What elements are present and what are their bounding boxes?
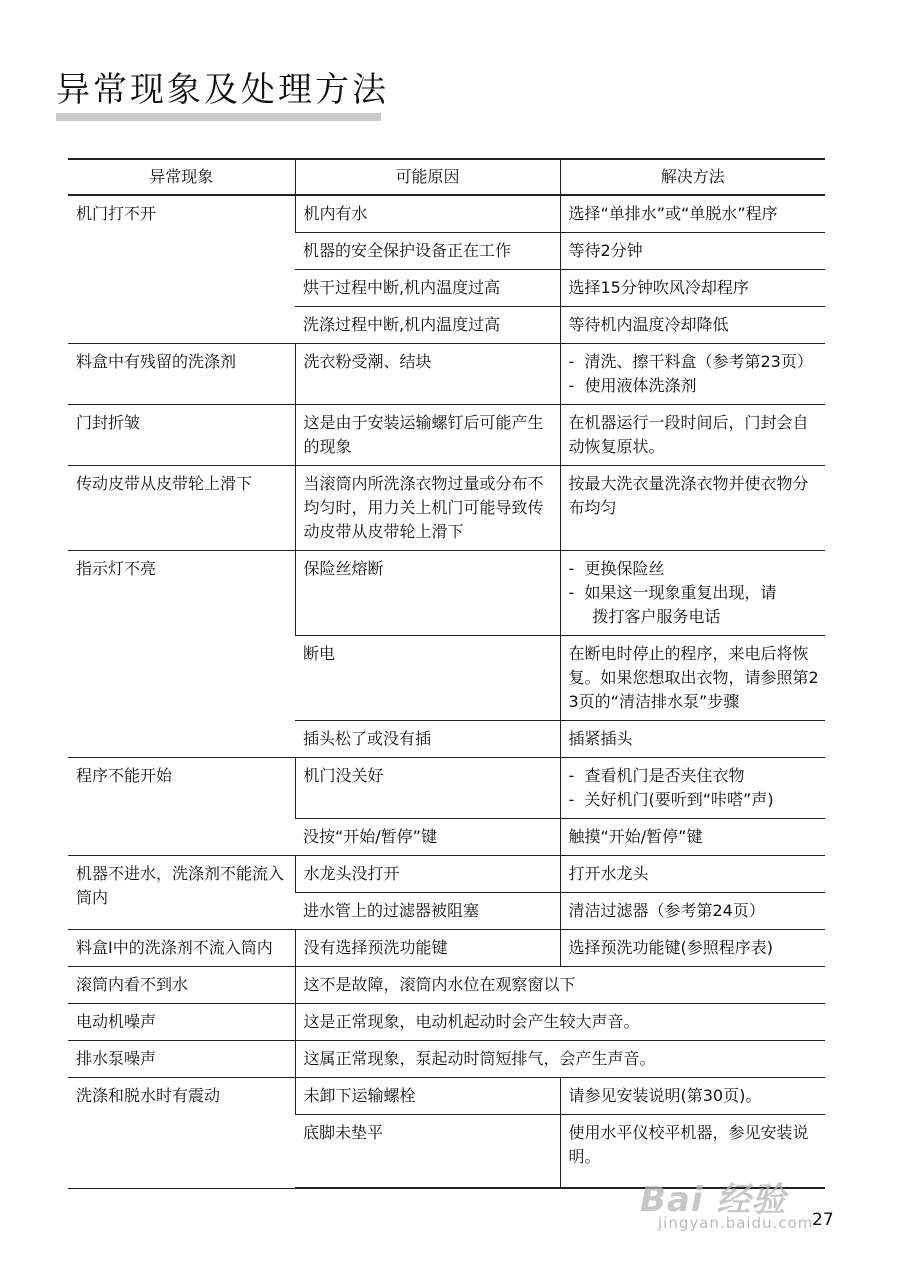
symptom-cell: 指示灯不亮 [68,551,295,758]
solution-cell: 选择预洗功能键(参照程序表) [560,930,825,967]
solution-item: 清洗、擦干料盒（参考第23页） [584,352,813,371]
cause-cell: 水龙头没打开 [295,856,560,893]
merged-cell: 这是正常现象，电动机起动时会产生较大声音。 [295,1004,825,1041]
symptom-cell: 门封折皱 [68,405,295,466]
solution-item: 更换保险丝 [584,559,665,578]
page-title: 异常现象及处理方法 [56,70,389,110]
cause-cell: 机门没关好 [295,758,560,819]
solution-item: 查看机门是否夹住衣物 [584,766,745,785]
solution-cell: 按最大洗衣量洗涤衣物并使衣物分布均匀 [560,466,825,551]
cause-cell: 断电 [295,636,560,721]
table-row [68,856,825,893]
header-symptom: 异常现象 [68,159,295,195]
header-solution: 解决方法 [560,159,825,195]
solution-cell: - 清洗、擦干料盒（参考第23页） - 使用液体洗涤剂 [560,344,825,405]
solution-item: 拨打客户服务电话 [592,607,721,626]
symptom-cell: 滚筒内看不到水 [68,967,295,1004]
troubleshooting-table [68,158,825,1189]
solution-cell: 等待2分钟 [560,233,825,270]
symptom-cell: 排水泵噪声 [68,1041,295,1078]
symptom-cell: 机器不进水，洗涤剂不能流入筒内 [68,856,295,930]
table-row [68,1078,825,1115]
solution-item: 使用液体洗涤剂 [584,376,697,395]
table-row [68,195,825,233]
table-header-row [68,159,825,195]
solution-cell: 选择“单排水”或“单脱水”程序 [560,195,825,233]
header-cause: 可能原因 [295,159,560,195]
cause-cell: 当滚筒内所洗涤衣物过量或分布不均匀时，用力关上机门可能导致传动皮带从皮带轮上滑下 [295,466,560,551]
solution-cell: - 查看机门是否夹住衣物 - 关好机门(要听到“咔嗒”声) [560,758,825,819]
solution-item: 关好机门(要听到“咔嗒”声) [584,790,774,809]
solution-cell: 清洁过滤器（参考第24页） [560,893,825,930]
merged-cell: 这属正常现象，泵起动时筒短排气，会产生声音。 [295,1041,825,1078]
solution-cell: 使用水平仪校平机器，参见安装说明。 [560,1115,825,1189]
title-underline [56,113,381,121]
page-number: 27 [812,1210,834,1230]
solution-cell: 打开水龙头 [560,856,825,893]
table-row [68,1041,825,1078]
symptom-cell: 料盒I中的洗涤剂不流入筒内 [68,930,295,967]
cause-cell: 未卸下运输螺栓 [295,1078,560,1115]
cause-cell: 洗涤过程中断,机内温度过高 [295,307,560,344]
solution-cell: 触摸“开始/暂停”键 [560,819,825,856]
symptom-cell: 洗涤和脱水时有震动 [68,1078,295,1189]
cause-cell: 机内有水 [295,195,560,233]
watermark-url: jingyan.baidu.com [658,1214,814,1232]
cause-cell: 进水管上的过滤器被阻塞 [295,893,560,930]
symptom-cell: 机门打不开 [68,195,295,344]
table-row [68,758,825,819]
solution-cell: 插紧插头 [560,721,825,758]
solution-cell: 请参见安装说明(第30页)。 [560,1078,825,1115]
cause-cell: 插头松了或没有插 [295,721,560,758]
cause-cell: 底脚未垫平 [295,1115,560,1189]
table-row [68,967,825,1004]
solution-cell: 在机器运行一段时间后，门封会自动恢复原状。 [560,405,825,466]
table-row [68,466,825,551]
cause-cell: 机器的安全保护设备正在工作 [295,233,560,270]
solution-item: 如果这一现象重复出现，请 [584,583,777,602]
table-row [68,551,825,636]
symptom-cell: 料盒中有残留的洗涤剂 [68,344,295,405]
symptom-cell: 程序不能开始 [68,758,295,856]
cause-cell: 没按“开始/暂停”键 [295,819,560,856]
solution-cell: 在断电时停止的程序，来电后将恢复。如果您想取出衣物，请参照第23页的“清洁排水泵”步骤 [560,636,825,721]
table-row [68,930,825,967]
solution-cell: 等待机内温度冷却降低 [560,307,825,344]
watermark-brand: Bai 经验 [640,1180,787,1220]
symptom-cell: 电动机噪声 [68,1004,295,1041]
cause-cell: 洗衣粉受潮、结块 [295,344,560,405]
cause-cell: 这是由于安装运输螺钉后可能产生的现象 [295,405,560,466]
cause-cell: 没有选择预洗功能键 [295,930,560,967]
solution-cell: 选择15分钟吹风冷却程序 [560,270,825,307]
merged-cell: 这不是故障，滚筒内水位在观察窗以下 [295,967,825,1004]
table-row [68,1004,825,1041]
solution-cell: - 更换保险丝 - 如果这一现象重复出现，请 拨打客户服务电话 [560,551,825,636]
symptom-cell: 传动皮带从皮带轮上滑下 [68,466,295,551]
table-row [68,405,825,466]
cause-cell: 烘干过程中断,机内温度过高 [295,270,560,307]
table-row [68,344,825,405]
cause-cell: 保险丝熔断 [295,551,560,636]
